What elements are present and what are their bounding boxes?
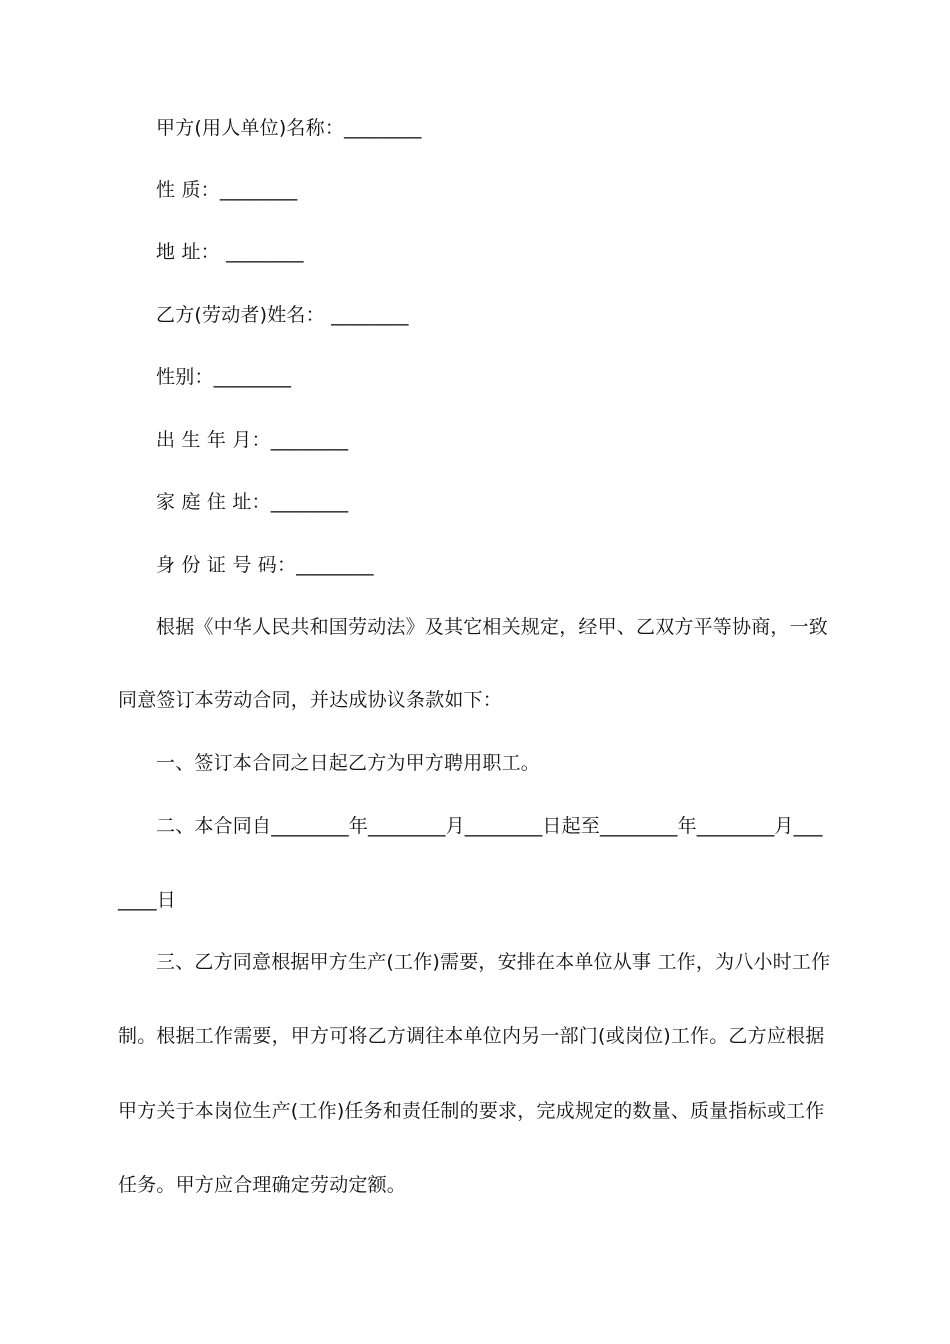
field-birth-date: 出 生 年 月：________: [156, 429, 349, 451]
field-nature: 性 质：________: [156, 179, 298, 201]
field-employer-name: 甲方(用人单位)名称：________: [156, 117, 422, 139]
clause-3-line-3: 甲方关于本岗位生产(工作)任务和责任制的要求，完成规定的数量、质量指标或工作: [118, 1100, 825, 1122]
clause-2-line-2: ____日: [118, 889, 177, 911]
field-address: 地 址： ________: [156, 241, 304, 263]
field-gender: 性别：________: [156, 366, 292, 388]
clause-3-line-4: 任务。甲方应合理确定劳动定额。: [118, 1174, 407, 1196]
field-home-address: 家 庭 住 址：________: [156, 491, 349, 513]
clause-2-line-1: 二、本合同自________年________月________日起至________年________月___: [156, 815, 823, 837]
field-employee-name: 乙方(劳动者)姓名： ________: [156, 304, 409, 326]
field-id-number: 身 份 证 号 码：________: [156, 554, 374, 576]
clause-3-line-1: 三、乙方同意根据甲方生产(工作)需要，安排在本单位从事 工作，为八小时工作: [156, 951, 831, 973]
clause-1: 一、签订本合同之日起乙方为甲方聘用职工。: [156, 752, 541, 774]
clause-3-line-2: 制。根据工作需要，甲方可将乙方调往本单位内另一部门(或岗位)工作。乙方应根据: [118, 1025, 825, 1047]
preamble-line-1: 根据《中华人民共和国劳动法》及其它相关规定，经甲、乙双方平等协商，一致: [156, 616, 829, 638]
preamble-line-2: 同意签订本劳动合同，并达成协议条款如下：: [118, 689, 503, 711]
